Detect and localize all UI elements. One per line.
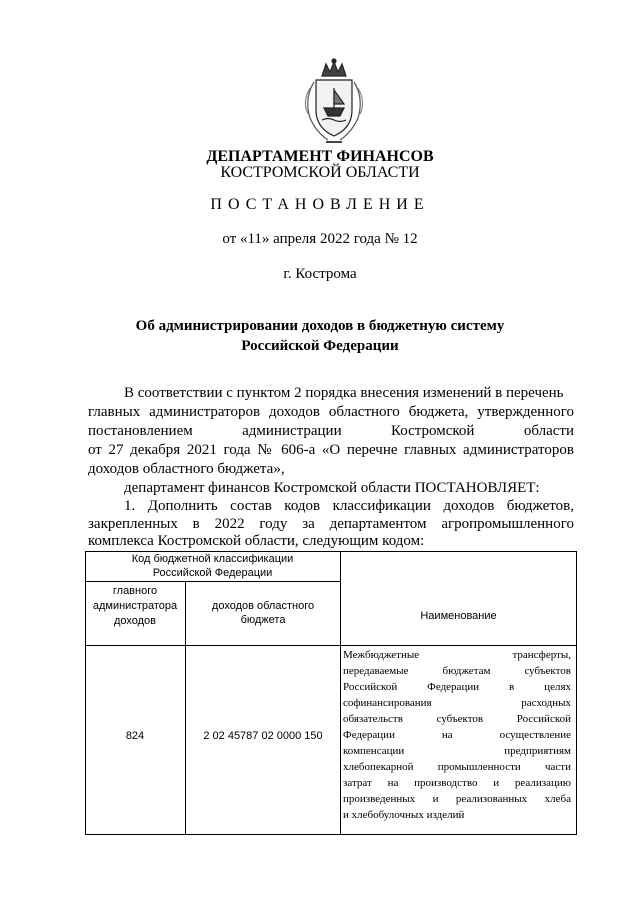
- column-header-admin: главного администратора доходов: [92, 585, 178, 627]
- document-city: г. Кострома: [283, 266, 357, 282]
- department-name: ДЕПАРТАМЕНТ ФИНАНСОВ: [206, 148, 434, 165]
- table-row-income-code: 2 02 45787 02 0000 150: [203, 730, 323, 742]
- paragraph-1-line-1: В соответствии с пунктом 2 порядка внесения изменений в перечень: [124, 385, 564, 401]
- paragraph-1-line-4: от 27 декабря 2021 года № 606-а «О перечне главных администраторов: [88, 442, 574, 458]
- coat-of-arms-icon: [298, 58, 370, 148]
- paragraph-1-line-5: доходов областного бюджета»,: [88, 461, 285, 477]
- subject-line-1: Об администрировании доходов в бюджетную систему: [135, 318, 505, 334]
- subject-line-2: Российской Федерации: [241, 338, 399, 354]
- document-date-number: от «11» апреля 2022 года № 12: [222, 231, 418, 247]
- column-header-name: Наименование: [420, 610, 497, 622]
- paragraph-2: департамент финансов Костромской области ПОСТАНОВЛЯЕТ:: [124, 480, 540, 496]
- column-header-income-code: доходов областного бюджета: [211, 600, 315, 626]
- paragraph-3-line-3: комплекса Костромской области, следующим кодом:: [88, 533, 425, 549]
- paragraph-3-line-2: закрепленных в 2022 году за департаментом агропромышленного: [88, 516, 574, 532]
- table-row-admin-code: 824: [125, 730, 145, 742]
- budget-classification-table: Код бюджетной классификации Российской Федерации главного администратора доходов доходов областного бюджета Наименование 824 2 02 45787 02 0000 150 Межбюджетные трансферты, передаваемые бюджетам субъектов Российской Федерации в целях софинансирования расходных обязательств субъектов Российской Федерации на осуществление компенсации предприятиям хлебопекарной промышленности части затрат на производство и реализацию произведенных и реализованных хлеба и хлебобулочных изделий: [85, 551, 577, 835]
- table-group-header: Код бюджетной классификации Российской Федерации: [131, 553, 294, 579]
- paragraph-1-line-3: постановлением администрации Костромской области: [88, 423, 574, 439]
- paragraph-3-line-1: 1. Дополнить состав кодов классификации доходов бюджетов,: [124, 498, 574, 514]
- region-name: КОСТРОМСКОЙ ОБЛАСТИ: [220, 164, 420, 181]
- paragraph-1-line-2: главных администраторов доходов областного бюджета, утвержденного: [88, 404, 574, 420]
- document-type: ПОСТАНОВЛЕНИЕ: [210, 196, 430, 213]
